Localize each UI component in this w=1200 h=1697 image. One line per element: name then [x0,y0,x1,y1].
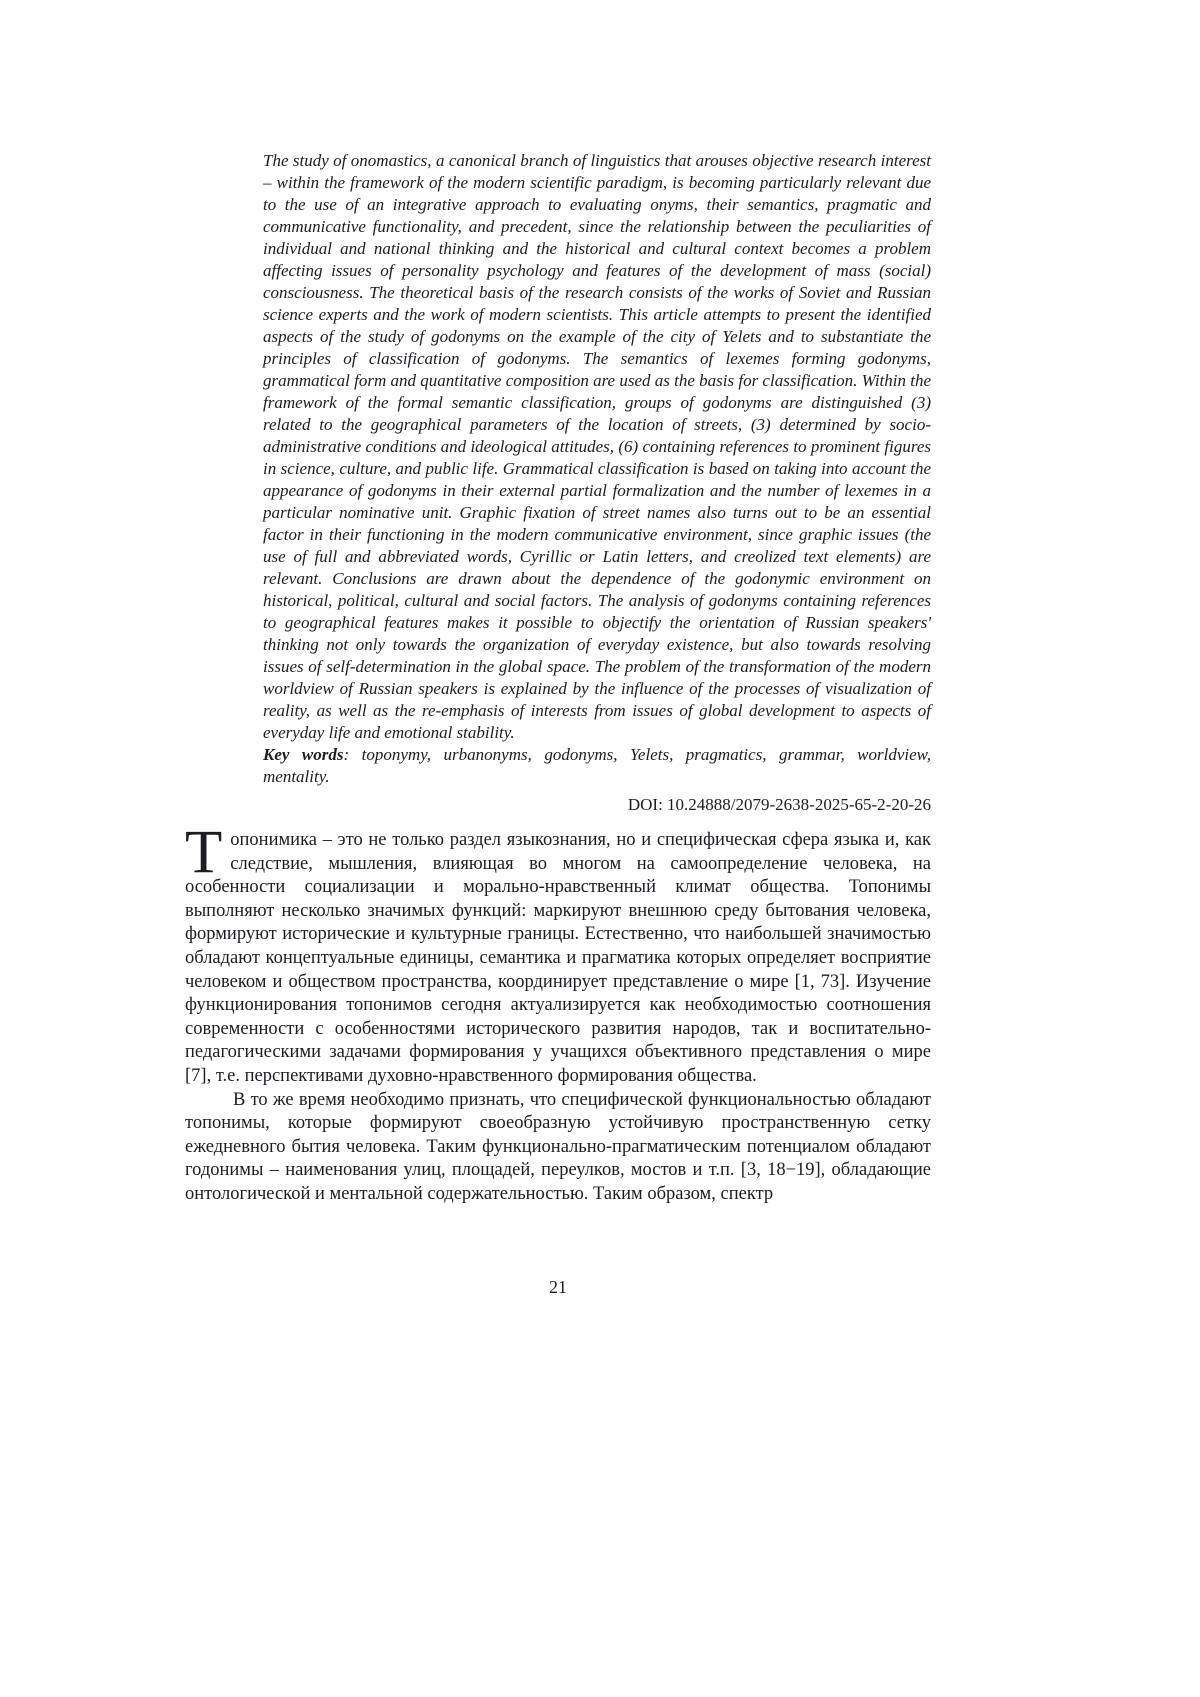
doi-line: DOI: 10.24888/2079-2638-2025-65-2-20-26 [627,795,931,814]
keywords-label: Key words [263,745,344,764]
body-paragraph-2: В то же время необходимо признать, что специфической функциональностью обладают топонимы, которые формируют своеобразную устойчивую пространственную сетку ежедневного бытия человека. Таким функционально-прагматическим потенциалом обладают годонимы – наименования улиц, площадей, переулков, мостов и т.п. [3, 18−19], обладающие онтологической и ментальной содержательностью. Таким образом, спектр [185,1089,931,1204]
body-paragraph-1 [185,819,931,1089]
keywords-line [263,744,931,788]
page-number: 21 [549,1277,567,1297]
body-paragraph-1-text: опонимика – это не только раздел языкознания, но и специфическая сфера языка и, как следствие, мышления, влияющая во многом на самоопределение человека, на особенности социализации и морально-нравственный климат общества. Топонимы выполняют несколько значимых функций: маркируют внешнюю среду бытования человека, формируют исторические и культурные границы. Естественно, что наибольшей значимостью обладают концептуальные единицы, семантика и прагматика которых определяет восприятие человеком и обществом пространства, координирует представление о мире [1, 73]. Изучение функционирования топонимов сегодня актуализируется как необходимостью соотношения современности с особенностями исторического развития народов, так и воспитательно-педагогическими задачами формирования у учащихся объективного представления о мире [7], т.е. перспективами духовно-нравственного формирования общества. [185,830,931,1086]
abstract-text: The study of onomastics, a canonical branch of linguistics that arouses objective research interest – within the framework of the modern scientific paradigm, is becoming particularly relevant due to the use of an integrative approach to evaluating onyms, their semantics, pragmatic and communicative functionality, and precedent, since the relationship between the peculiarities of individual and national thinking and the historical and cultural context becomes a problem affecting issues of personality psychology and features of the development of mass (social) consciousness. The theoretical basis of the research consists of the works of Soviet and Russian science experts and the work of modern scientists. This article attempts to present the identified aspects of the study of godonyms on the example of the city of Yelets and to substantiate the principles of classification of godonyms. The semantics of lexemes forming godonyms, grammatical form and quantitative composition are used as the basis for classification. Within the framework of the formal semantic classification, groups of godonyms are distinguished (3) related to the geographical parameters of the location of streets, (3) determined by socio-administrative conditions and ideological attitudes, (6) containing references to prominent figures in science, culture, and public life. Grammatical classification is based on taking into account the appearance of godonyms in their external partial formalization and the number of lexemes in a particular nominative unit. Graphic fixation of street names also turns out to be an essential factor in their functioning in the modern communicative environment, since graphic issues (the use of full and abbreviated words, Cyrillic or Latin letters, and creolized text elements) are relevant. Conclusions are drawn about the dependence of the godonymic environment on historical, political, cultural and social factors. The analysis of godonyms containing references to geographical features makes it possible to objectify the orientation of Russian speakers' thinking not only towards the organization of everyday existence, but also towards resolving issues of self-determination in the global space. The problem of the transformation of the modern worldview of Russian speakers is explained by the influence of the processes of visualization of reality, as well as the re-emphasis of interests from issues of global development to aspects of everyday life and emotional stability. [263,151,932,742]
page-content [185,150,931,1207]
keywords-list: : toponymy, urbanonyms, godonyms, Yelets, pragmatics, grammar, worldview, mentality. [263,745,932,786]
dropcap-letter: Т [185,819,223,886]
